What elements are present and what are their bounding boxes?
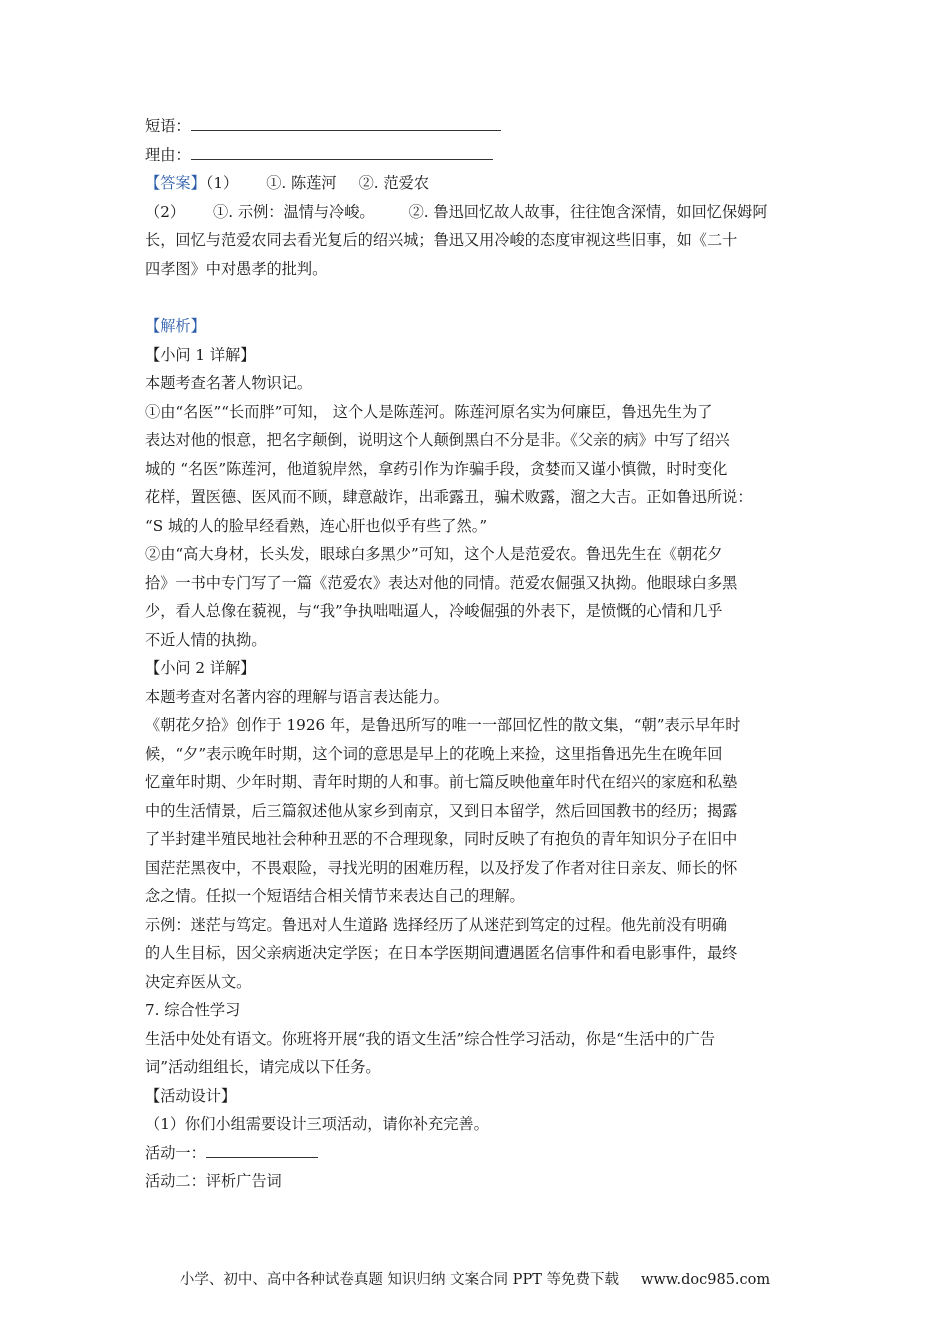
- sub1-line: 城的 “名医”陈莲河，他道貌岸然，拿药引作为诈骗手段，贪婪而又谨小慎微，时时变化: [145, 459, 728, 478]
- answer-q2-b: ②. 鲁迅回忆故人故事，往往饱含深情，如回忆保姆阿: [408, 202, 768, 221]
- activity-2-line: 活动二：评析广告词: [145, 1172, 282, 1190]
- answer-q1-b: ②. 范爱农: [358, 174, 430, 192]
- page-footer: [0, 1268, 950, 1289]
- answer-q2-a: ①. 示例：温情与冷峻。: [213, 202, 375, 221]
- answer-line-4: 四孝图》中对愚孝的批判。: [145, 259, 328, 278]
- sub2-line: 决定弃医从文。: [145, 972, 252, 991]
- q7-title: 7. 综合性学习: [145, 1001, 241, 1019]
- answer-line-3: 长，回忆与范爱农同去看光复后的绍兴城；鲁迅又用冷峻的态度审视这些旧事，如《二十: [145, 231, 738, 249]
- sub2-line: 中的生活情景，后三篇叙述他从家乡到南京，又到日本留学，然后回国教书的经历；揭露: [145, 801, 738, 820]
- answer-q2-num: （2）: [145, 202, 186, 221]
- analysis-tag: 【解析】: [145, 317, 206, 335]
- activity-1-line: [145, 1139, 810, 1168]
- footer-text: 小学、初中、高中各种试卷真题 知识归纳 文案合同 PPT 等免费下载: [179, 1272, 619, 1288]
- sub1-line: 表达对他的恨意，把名字颠倒，说明这个人颠倒黑白不分是非。《父亲的病》中写了绍兴: [145, 431, 730, 449]
- sub2-line: 候，“夕”表示晚年时期，这个词的意思是早上的花晚上来捡，这里指鲁迅先生在晚年回: [145, 744, 723, 763]
- answer-line-1: [145, 169, 810, 198]
- activity-1-blank: [206, 1140, 318, 1158]
- reason-blank: [191, 142, 493, 160]
- sub1-line: ①由“名医”“长而胖”可知， 这个人是陈莲河。陈莲河原名实为何廉臣，鲁迅先生为了: [145, 402, 713, 421]
- sub2-line: 国茫茫黑夜中，不畏艰险，寻找光明的困难历程，以及抒发了作者对往日亲友、师长的怀: [145, 858, 738, 877]
- answer-q1-num: （1）: [205, 174, 239, 192]
- phrase-label: 短语：: [145, 117, 191, 135]
- q7-line: 【活动设计】: [145, 1086, 237, 1105]
- page-content: [145, 112, 810, 1196]
- sub1-line: 少，看人总像在藐视，与“我”争执咄咄逼人，冷峻倔强的外表下，是愤慨的心情和几乎: [145, 602, 723, 620]
- footer-url[interactable]: www.doc985.com: [640, 1272, 771, 1288]
- sub2-line: 了半封建半殖民地社会种种丑恶的不合理现象，同时反映了有抱负的青年知识分子在旧中: [145, 830, 738, 848]
- q7-line: 生活中处处有语文。你班将开展“我的语文生活”综合性学习活动，你是“生活中的广告: [145, 1029, 716, 1048]
- reason-label: 理由：: [145, 145, 191, 164]
- sub2-line: 念之情。任拟一个短语结合相关情节来表达自己的理解。: [145, 887, 525, 905]
- phrase-line: [145, 112, 810, 141]
- sub1-line: 本题考查名著人物识记。: [145, 374, 313, 392]
- reason-line: [145, 141, 810, 170]
- sub2-line: 的人生目标，因父亲病逝决定学医；在日本学医期间遭遇匿名信事件和看电影事件，最终: [145, 944, 738, 962]
- sub2-body: [145, 683, 810, 997]
- sub1-line: 花样，置医德、医风而不顾，肆意敲诈，出乖露丑，骗术败露，溜之大吉。正如鲁迅所说：: [145, 488, 753, 506]
- q7-line: 词”活动组组长，请完成以下任务。: [145, 1058, 381, 1076]
- sub2-line: 示例：迷茫与笃定。鲁迅对人生道路 选择经历了从迷茫到笃定的过程。他先前没有明确: [145, 915, 727, 934]
- answer-q1-a: ①. 陈莲河: [266, 174, 337, 192]
- sub1-line: 拾》一书中专门写了一篇《范爱农》表达对他的同情。范爱农倔强又执拗。他眼球白多黑: [145, 573, 738, 592]
- sub1-line: “S 城的人的脸早经看熟，连心肝也似乎有些了然。”: [145, 516, 488, 535]
- answer-line-2: [145, 198, 810, 227]
- sub1-line: ②由“高大身材，长头发，眼球白多黑少”可知，这个人是范爱农。鲁迅先生在《朝花夕: [145, 545, 723, 563]
- phrase-blank: [191, 113, 501, 131]
- sub1-line: 不近人情的执拗。: [145, 630, 267, 649]
- sub2-line: 《朝花夕拾》创作于 1926 年，是鲁迅所写的唯一一部回忆性的散文集，“朝”表示早年时: [145, 716, 741, 734]
- sub1-title: 【小问 1 详解】: [145, 345, 256, 364]
- sub2-title: 【小问 2 详解】: [145, 659, 256, 677]
- sub1-body: [145, 369, 810, 654]
- sub2-line: 本题考查对名著内容的理解与语言表达能力。: [145, 687, 449, 706]
- activity-1-label: 活动一：: [145, 1143, 206, 1162]
- answer-tag: 【答案】: [145, 174, 206, 192]
- q7-line: （1）你们小组需要设计三项活动，请你补充完善。: [145, 1115, 489, 1133]
- sub2-line: 忆童年时期、少年时期、青年时期的人和事。前七篇反映他童年时代在绍兴的家庭和私塾: [145, 773, 738, 791]
